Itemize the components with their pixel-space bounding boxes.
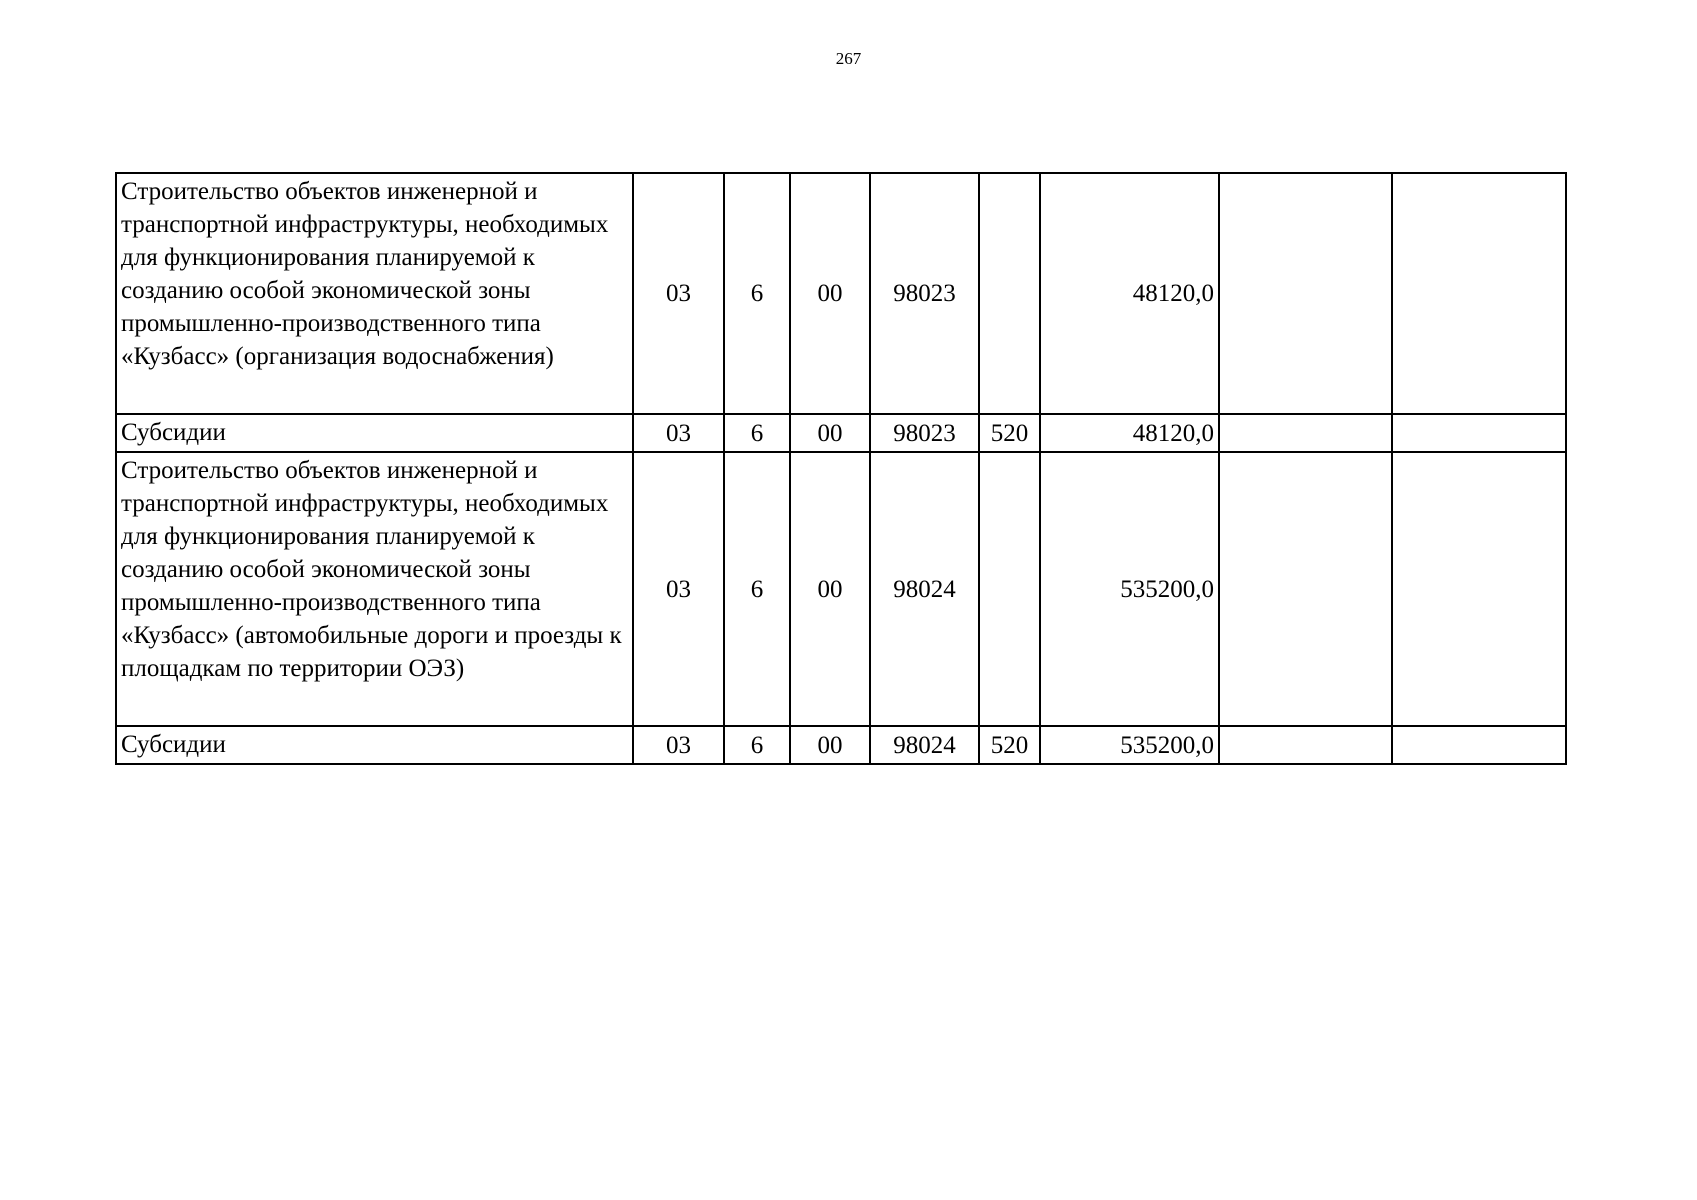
budget-table	[115, 172, 1567, 765]
direction-code-cell: 98023	[870, 173, 979, 414]
amount-cell: 535200,0	[1040, 726, 1219, 764]
expense-type-cell	[979, 452, 1040, 726]
subprogram-code-cell: 00	[790, 452, 870, 726]
section-code-cell: 03	[633, 173, 724, 414]
subprogram-code-cell: 00	[790, 173, 870, 414]
amount-2-cell	[1219, 726, 1392, 764]
table-row	[116, 452, 1566, 726]
table-row	[116, 173, 1566, 414]
row-name-cell: Строительство объектов инженерной и транспортной инфраструктуры, необходимых для функционирования планируемой к созданию особой экономической зоны промышленно-производственного типа «Кузбасс» (организация водоснабжения)	[116, 173, 633, 414]
program-code-cell: 6	[724, 452, 790, 726]
expense-type-cell: 520	[979, 414, 1040, 452]
amount-3-cell	[1392, 173, 1566, 414]
expense-type-cell	[979, 173, 1040, 414]
amount-2-cell	[1219, 452, 1392, 726]
program-code-cell: 6	[724, 726, 790, 764]
subprogram-code-cell: 00	[790, 726, 870, 764]
amount-2-cell	[1219, 173, 1392, 414]
section-code-cell: 03	[633, 414, 724, 452]
expense-type-cell: 520	[979, 726, 1040, 764]
row-name-cell: Строительство объектов инженерной и транспортной инфраструктуры, необходимых для функционирования планируемой к созданию особой экономической зоны промышленно-производственного типа «Кузбасс» (автомобильные дороги и проезды к площадкам по территории ОЭЗ)	[116, 452, 633, 726]
direction-code-cell: 98024	[870, 726, 979, 764]
row-name-cell: Субсидии	[116, 414, 633, 452]
program-code-cell: 6	[724, 173, 790, 414]
amount-3-cell	[1392, 452, 1566, 726]
amount-cell: 48120,0	[1040, 173, 1219, 414]
page-number: 267	[835, 49, 862, 68]
program-code-cell: 6	[724, 414, 790, 452]
section-code-cell: 03	[633, 452, 724, 726]
row-name-cell: Субсидии	[116, 726, 633, 764]
direction-code-cell: 98023	[870, 414, 979, 452]
subprogram-code-cell: 00	[790, 414, 870, 452]
section-code-cell: 03	[633, 726, 724, 764]
amount-2-cell	[1219, 414, 1392, 452]
amount-cell: 48120,0	[1040, 414, 1219, 452]
direction-code-cell: 98024	[870, 452, 979, 726]
table-row	[116, 414, 1566, 452]
amount-3-cell	[1392, 414, 1566, 452]
table-row	[116, 726, 1566, 764]
amount-3-cell	[1392, 726, 1566, 764]
amount-cell: 535200,0	[1040, 452, 1219, 726]
